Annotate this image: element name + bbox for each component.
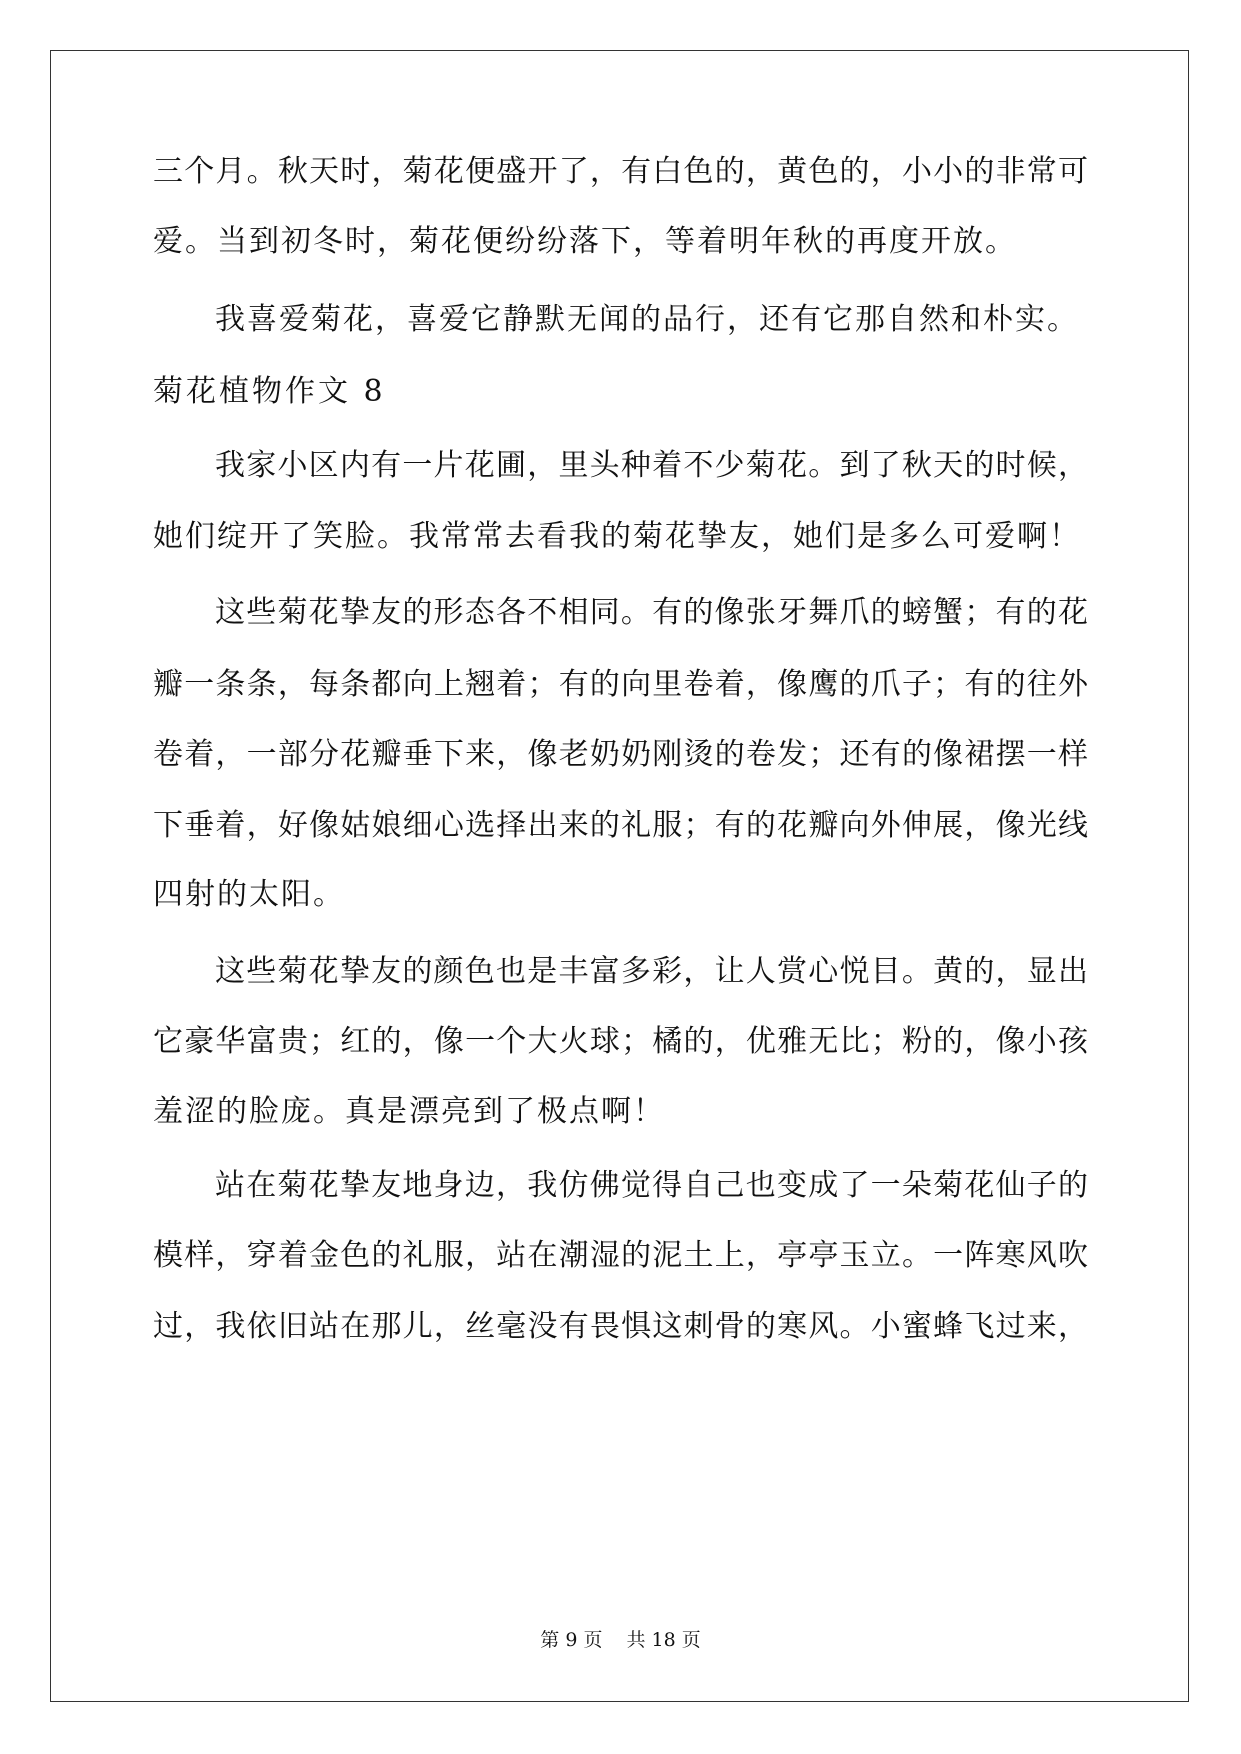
text-line: 过，我依旧站在那儿，丝毫没有畏惧这刺骨的寒风。小蜜蜂飞过来， (153, 1309, 1088, 1344)
text-line: 三个月。秋天时，菊花便盛开了，有白色的，黄色的，小小的非常可 (153, 154, 1088, 189)
text-line: 我喜爱菊花，喜爱它静默无闻的品行，还有它那自然和朴实。 (215, 302, 1079, 337)
text-line: 我家小区内有一片花圃，里头种着不少菊花。到了秋天的时候， (215, 448, 1088, 483)
text-line: 瓣一条条，每条都向上翘着；有的向里卷着，像鹰的爪子；有的往外 (153, 667, 1088, 702)
section-heading: 菊花植物作文 8 (153, 374, 386, 409)
text-line: 站在菊花挚友地身边，我仿佛觉得自己也变成了一朵菊花仙子的 (215, 1168, 1088, 1203)
text-line: 四射的太阳。 (153, 877, 345, 912)
text-line: 她们绽开了笑脸。我常常去看我的菊花挚友，她们是多么可爱啊！ (153, 519, 1081, 554)
text-line: 下垂着，好像姑娘细心选择出来的礼服；有的花瓣向外伸展，像光线 (153, 808, 1088, 843)
text-line: 卷着，一部分花瓣垂下来，像老奶奶刚烫的卷发；还有的像裙摆一样 (153, 737, 1088, 772)
text-line: 羞涩的脸庞。真是漂亮到了极点啊！ (153, 1094, 665, 1129)
text-line: 这些菊花挚友的形态各不相同。有的像张牙舞爪的螃蟹；有的花 (215, 595, 1088, 630)
page-total: 共 18 页 (626, 1629, 701, 1651)
text-line: 这些菊花挚友的颜色也是丰富多彩，让人赏心悦目。黄的，显出 (215, 954, 1088, 989)
text-line: 它豪华富贵；红的，像一个大火球；橘的，优雅无比；粉的，像小孩 (153, 1024, 1088, 1059)
page-footer (0, 1628, 1241, 1652)
page-number: 第 9 页 (540, 1629, 603, 1651)
text-line: 爱。当到初冬时，菊花便纷纷落下，等着明年秋的再度开放。 (153, 224, 1017, 259)
text-line: 模样，穿着金色的礼服，站在潮湿的泥土上，亭亭玉立。一阵寒风吹 (153, 1238, 1088, 1273)
